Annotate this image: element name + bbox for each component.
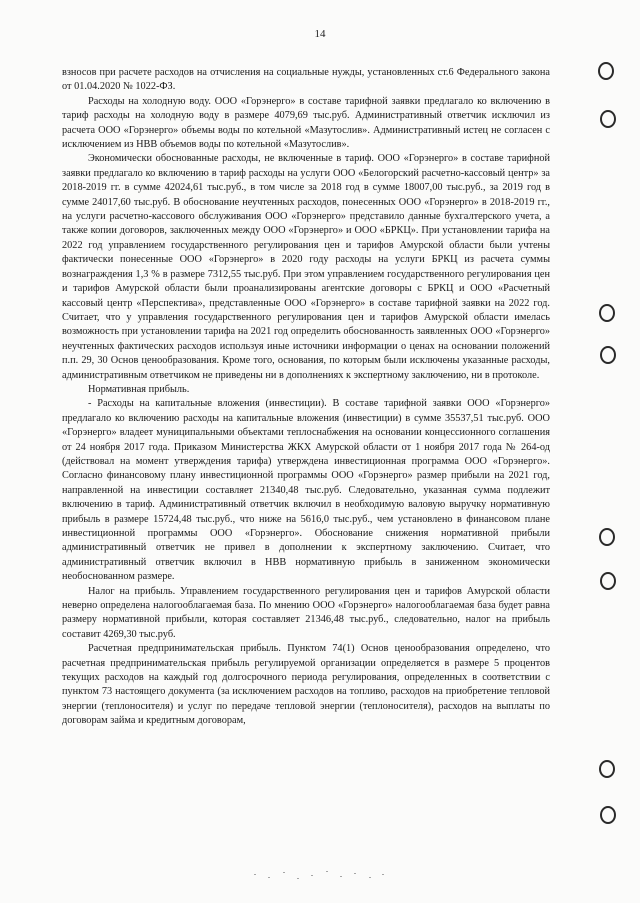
page-number: 14 — [314, 28, 326, 40]
punch-hole-icon — [600, 806, 616, 824]
punch-hole-icon — [600, 346, 616, 364]
punch-hole-icon — [599, 304, 615, 322]
paragraph-social-contributions: взносов при расчете расходов на отчисления на социальные нужды, установленных ст.6 Федерального закона от 01.04.2020 № 1022-ФЗ. — [62, 67, 550, 93]
punch-hole-icon — [600, 110, 616, 128]
paragraph-capital-investments: - Расходы на капитальные вложения (инвестиции). В составе тарифной заявки ООО «Горэнерго» предлагало ко включению расходы на капитальные вложения (инвестиции) в сумме 35537,51 тыс.руб. ООО «Горэнерго» владеет муниципальными объектами теплоснабжения на основании концессионного соглашения от 24 ноября 2017 года. Приказом Министерства ЖКХ Амурской области от 1 ноября 2017 года № 264-од (действовал на момент утверждения тарифа) утверждена инвестиционная программа ООО «Горэнерго». Согласно финансовому плану инвестиционной программы ООО «Горэнерго» размер прибыли на 2021 год, направленной на инвестиции составляет 21340,48 тыс.руб. Следовательно, указанная сумма подлежит включению в тариф. Административный ответчик включил в необходимую валовую выручку нормативную прибыль в размере 15724,48 тыс.руб., что ниже на 5616,0 тыс.руб., чем установлено в финансовом плане инвестиционной программы ООО «Горэнерго». Обоснование снижения нормативной прибыли административный ответчик не привел в дополнении к экспертному заключению. Считает, что административный ответчик включил в НВВ нормативную прибыль в заниженном экономически необоснованном размере. — [62, 398, 550, 583]
punch-hole-icon — [599, 528, 615, 546]
paragraph-business-profit: Расчетная предпринимательская прибыль. Пунктом 74(1) Основ ценообразования определено, что расчетная предпринимательская прибыль регулируемой организации определяется в размере 5 процентов текущих расходов на каждый год долгосрочного периода регулирования, определенных в соответствии с пунктом 73 настоящего документа (за исключением расходов на топливо, расходов на приобретение тепловой энергии (теплоносителя) и услуг по передаче тепловой энергии (теплоносителя), расходов на выплаты по договорам займа и кредитным договорам, — [62, 643, 550, 727]
paragraph-normative-profit-heading: Нормативная прибыль. — [88, 383, 190, 395]
punch-hole-icon — [599, 760, 615, 778]
punch-hole-icon — [598, 62, 614, 80]
scan-specks — [250, 868, 390, 882]
paragraph-cold-water: Расходы на холодную воду. ООО «Горэнерго» в составе тарифной заявки предлагало ко включению в тариф расходы на холодную воду в размере 4079,69 тыс.руб. Административный ответчик исключил из расчета ООО «Горэнерго» объемы воды по котельной «Мазутослив». Административный истец не согласен с исключением из НВВ объемов воды по котельной «Мазутослив». — [62, 95, 550, 151]
punch-hole-icon — [600, 572, 616, 590]
paragraph-profit-tax: Налог на прибыль. Управлением государственного регулирования цен и тарифов Амурской области неверно определена налогооблагаемая база. По мнению ООО «Горэнерго» налогооблагаемая база будет равна размеру нормативной прибыли, которая составляет 21346,48 тыс.руб., следовательно, налог на прибыль составит 4269,30 тыс.руб. — [62, 585, 550, 640]
document-body — [62, 66, 550, 729]
paragraph-unincluded-expenses: Экономически обоснованные расходы, не включенные в тариф. ООО «Горэнерго» в составе тарифной заявки предлагало ко включению в тариф расходы на услуги ООО «Белогорский расчетно-кассовый центр» за 2018-2019 гг. в сумме 42024,61 тыс.руб., в том числе за 2018 год в сумме 18007,00 тыс.руб., за 2019 год в сумме 24017,60 тыс.руб. В обоснование неучтенных расходов, понесенных ООО «Горэнерго» в 2018-2019 гг., на услуги расчетно-кассового обслуживания ООО «Горэнерго» представило данные бухгалтерского учета, а также копии договоров, заключенных между ООО «Горэнерго» и ООО «БРКЦ». При установлении тарифа на 2022 год управлением государственного регулирования цен и тарифов Амурской области были учтены фактически понесенные ООО «Горэнерго» в 2020 году расходы на услуги БРКЦ из расчета суммы вознаграждения 1,3 % в размере 7312,55 тыс.руб. При этом управлением государственного регулирования цен и тарифов Амурской области были проанализированы агентские договоры с БРКЦ и ООО «Расчетный кассовый центр «Перспектива», представленные ООО «Горэнерго» в составе тарифной заявки на 2022 год. Считает, что у управления государственного регулирования цен и тарифов Амурской области имелась возможность при установлении тарифа на 2021 год определить обоснованность заявленных ООО «Горэнерго» неучтенных фактических расходов используя иные источники информации о ценах на основании положений п.п. 29, 30 Основ ценообразования. Кроме того, основания, по которым были исключены указанные расходы, административным ответчиком не приведены ни в дополнениях к экспертному заключению, ни в протоколе. — [62, 153, 550, 381]
